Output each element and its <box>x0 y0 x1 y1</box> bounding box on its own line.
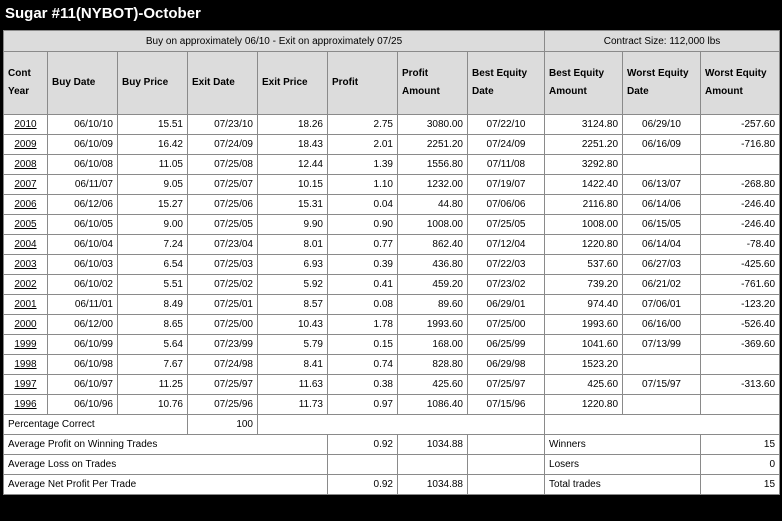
best-equity-amount-cell: 1523.20 <box>545 355 623 375</box>
column-header: Best Equity Date <box>468 52 545 115</box>
profit-cell: 2.75 <box>328 115 398 135</box>
cont-year-cell <box>4 235 48 255</box>
worst-equity-amount-cell: -526.40 <box>701 315 780 335</box>
worst-equity-date-cell: 06/29/10 <box>623 115 701 135</box>
best-equity-date-cell: 07/19/07 <box>468 175 545 195</box>
year-link[interactable]: 2001 <box>14 299 37 310</box>
empty-cell <box>545 415 780 435</box>
best-equity-date-cell: 07/22/03 <box>468 255 545 275</box>
best-equity-amount-cell: 1220.80 <box>545 235 623 255</box>
table-row <box>4 275 780 295</box>
worst-equity-amount-cell: -761.60 <box>701 275 780 295</box>
exit-price-cell: 18.26 <box>258 115 328 135</box>
worst-equity-amount-cell: -716.80 <box>701 135 780 155</box>
avg-net-profit: 0.92 <box>328 475 398 495</box>
percentage-correct-value: 100 <box>188 415 258 435</box>
buy-date-cell: 06/10/96 <box>48 395 118 415</box>
column-header: Buy Price <box>118 52 188 115</box>
worst-equity-amount-cell: -257.60 <box>701 115 780 135</box>
exit-date-cell: 07/25/07 <box>188 175 258 195</box>
summary-row-avg-net <box>4 475 780 495</box>
trade-window-text: Buy on approximately 06/10 - Exit on approximately 07/25 <box>4 31 545 52</box>
table-row <box>4 115 780 135</box>
exit-price-cell: 11.63 <box>258 375 328 395</box>
profit-cell: 0.74 <box>328 355 398 375</box>
exit-price-cell: 10.15 <box>258 175 328 195</box>
best-equity-amount-cell: 739.20 <box>545 275 623 295</box>
best-equity-amount-cell: 3124.80 <box>545 115 623 135</box>
exit-date-cell: 07/25/06 <box>188 195 258 215</box>
best-equity-date-cell: 07/25/05 <box>468 215 545 235</box>
profit-amount-cell: 1008.00 <box>398 215 468 235</box>
seasonal-trades-table <box>3 30 780 495</box>
best-equity-amount-cell: 1220.80 <box>545 395 623 415</box>
exit-price-cell: 11.73 <box>258 395 328 415</box>
empty-cell <box>328 455 398 475</box>
table-row <box>4 175 780 195</box>
summary-row-avg-win <box>4 435 780 455</box>
exit-date-cell: 07/25/03 <box>188 255 258 275</box>
worst-equity-amount-cell <box>701 155 780 175</box>
table-row <box>4 395 780 415</box>
column-header: Best Equity Amount <box>545 52 623 115</box>
profit-cell: 0.97 <box>328 395 398 415</box>
cont-year-cell <box>4 195 48 215</box>
contract-size-text: Contract Size: 112,000 lbs <box>545 31 780 52</box>
exit-date-cell: 07/25/08 <box>188 155 258 175</box>
profit-amount-cell: 89.60 <box>398 295 468 315</box>
exit-date-cell: 07/23/10 <box>188 115 258 135</box>
profit-cell: 1.78 <box>328 315 398 335</box>
buy-price-cell: 6.54 <box>118 255 188 275</box>
best-equity-amount-cell: 425.60 <box>545 375 623 395</box>
buy-price-cell: 9.05 <box>118 175 188 195</box>
losers-label: Losers <box>545 455 701 475</box>
cont-year-cell <box>4 295 48 315</box>
year-link[interactable]: 1997 <box>14 379 37 390</box>
worst-equity-amount-cell <box>701 355 780 375</box>
best-equity-amount-cell: 1993.60 <box>545 315 623 335</box>
page-title: Sugar #11(NYBOT)-October <box>5 5 201 22</box>
exit-date-cell: 07/25/97 <box>188 375 258 395</box>
exit-date-cell: 07/25/05 <box>188 215 258 235</box>
buy-date-cell: 06/10/98 <box>48 355 118 375</box>
year-link[interactable]: 2010 <box>14 119 37 130</box>
table-row <box>4 155 780 175</box>
table-row <box>4 195 780 215</box>
table-row <box>4 375 780 395</box>
cont-year-cell <box>4 115 48 135</box>
exit-price-cell: 8.57 <box>258 295 328 315</box>
buy-price-cell: 10.76 <box>118 395 188 415</box>
best-equity-date-cell: 07/24/09 <box>468 135 545 155</box>
worst-equity-amount-cell: -369.60 <box>701 335 780 355</box>
avg-net-label: Average Net Profit Per Trade <box>4 475 328 495</box>
winners-label: Winners <box>545 435 701 455</box>
best-equity-amount-cell: 974.40 <box>545 295 623 315</box>
profit-amount-cell: 2251.20 <box>398 135 468 155</box>
column-header: Cont Year <box>4 52 48 115</box>
best-equity-date-cell: 07/23/02 <box>468 275 545 295</box>
worst-equity-date-cell: 06/16/09 <box>623 135 701 155</box>
table-row <box>4 255 780 275</box>
buy-date-cell: 06/10/02 <box>48 275 118 295</box>
worst-equity-amount-cell <box>701 395 780 415</box>
profit-amount-cell: 425.60 <box>398 375 468 395</box>
profit-amount-cell: 1993.60 <box>398 315 468 335</box>
worst-equity-amount-cell: -425.60 <box>701 255 780 275</box>
worst-equity-date-cell: 06/21/02 <box>623 275 701 295</box>
worst-equity-date-cell: 06/16/00 <box>623 315 701 335</box>
year-link[interactable]: 2007 <box>14 179 37 190</box>
column-header: Worst Equity Amount <box>701 52 780 115</box>
best-equity-date-cell: 07/12/04 <box>468 235 545 255</box>
exit-price-cell: 8.01 <box>258 235 328 255</box>
best-equity-date-cell: 06/29/01 <box>468 295 545 315</box>
worst-equity-date-cell: 06/15/05 <box>623 215 701 235</box>
profit-cell: 0.41 <box>328 275 398 295</box>
worst-equity-date-cell <box>623 395 701 415</box>
best-equity-amount-cell: 2116.80 <box>545 195 623 215</box>
empty-cell <box>468 435 545 455</box>
best-equity-date-cell: 06/25/99 <box>468 335 545 355</box>
buy-date-cell: 06/10/04 <box>48 235 118 255</box>
exit-date-cell: 07/25/01 <box>188 295 258 315</box>
buy-price-cell: 5.64 <box>118 335 188 355</box>
buy-date-cell: 06/10/10 <box>48 115 118 135</box>
profit-cell: 1.39 <box>328 155 398 175</box>
buy-price-cell: 11.25 <box>118 375 188 395</box>
exit-date-cell: 07/25/02 <box>188 275 258 295</box>
cont-year-cell <box>4 135 48 155</box>
profit-amount-cell: 1086.40 <box>398 395 468 415</box>
buy-date-cell: 06/10/97 <box>48 375 118 395</box>
cont-year-cell <box>4 335 48 355</box>
buy-price-cell: 11.05 <box>118 155 188 175</box>
table-row <box>4 235 780 255</box>
best-equity-date-cell: 07/11/08 <box>468 155 545 175</box>
profit-amount-cell: 1556.80 <box>398 155 468 175</box>
profit-amount-cell: 436.80 <box>398 255 468 275</box>
best-equity-date-cell: 07/06/06 <box>468 195 545 215</box>
buy-date-cell: 06/11/01 <box>48 295 118 315</box>
cont-year-cell <box>4 275 48 295</box>
exit-price-cell: 10.43 <box>258 315 328 335</box>
year-link[interactable]: 2004 <box>14 239 37 250</box>
avg-loss-label: Average Loss on Trades <box>4 455 328 475</box>
table-row <box>4 355 780 375</box>
year-link[interactable]: 1996 <box>14 399 37 410</box>
exit-date-cell: 07/25/00 <box>188 315 258 335</box>
exit-date-cell: 07/25/96 <box>188 395 258 415</box>
worst-equity-date-cell: 06/27/03 <box>623 255 701 275</box>
best-equity-amount-cell: 1041.60 <box>545 335 623 355</box>
exit-date-cell: 07/23/99 <box>188 335 258 355</box>
buy-price-cell: 7.24 <box>118 235 188 255</box>
worst-equity-amount-cell: -123.20 <box>701 295 780 315</box>
best-equity-amount-cell: 2251.20 <box>545 135 623 155</box>
best-equity-amount-cell: 537.60 <box>545 255 623 275</box>
worst-equity-date-cell: 07/13/99 <box>623 335 701 355</box>
table-row <box>4 215 780 235</box>
buy-price-cell: 8.65 <box>118 315 188 335</box>
profit-amount-cell: 44.80 <box>398 195 468 215</box>
buy-date-cell: 06/10/03 <box>48 255 118 275</box>
profit-cell: 0.90 <box>328 215 398 235</box>
best-equity-amount-cell: 1422.40 <box>545 175 623 195</box>
exit-price-cell: 8.41 <box>258 355 328 375</box>
profit-amount-cell: 828.80 <box>398 355 468 375</box>
worst-equity-amount-cell: -246.40 <box>701 215 780 235</box>
buy-date-cell: 06/10/08 <box>48 155 118 175</box>
empty-cell <box>398 455 468 475</box>
profit-cell: 2.01 <box>328 135 398 155</box>
worst-equity-amount-cell: -246.40 <box>701 195 780 215</box>
column-header: Profit Amount <box>398 52 468 115</box>
year-link[interactable]: 2009 <box>14 139 37 150</box>
worst-equity-date-cell: 06/13/07 <box>623 175 701 195</box>
worst-equity-amount-cell: -313.60 <box>701 375 780 395</box>
column-header: Profit <box>328 52 398 115</box>
total-trades-label: Total trades <box>545 475 701 495</box>
empty-cell <box>468 475 545 495</box>
best-equity-date-cell: 07/25/00 <box>468 315 545 335</box>
avg-win-profit: 0.92 <box>328 435 398 455</box>
profit-amount-cell: 1232.00 <box>398 175 468 195</box>
best-equity-date-cell: 07/15/96 <box>468 395 545 415</box>
year-link[interactable]: 1999 <box>14 339 37 350</box>
exit-price-cell: 6.93 <box>258 255 328 275</box>
year-link[interactable]: 2003 <box>14 259 37 270</box>
worst-equity-date-cell: 07/15/97 <box>623 375 701 395</box>
summary-row-pct <box>4 415 780 435</box>
profit-cell: 0.04 <box>328 195 398 215</box>
buy-price-cell: 15.27 <box>118 195 188 215</box>
year-link[interactable]: 1998 <box>14 359 37 370</box>
buy-date-cell: 06/10/99 <box>48 335 118 355</box>
exit-price-cell: 15.31 <box>258 195 328 215</box>
buy-price-cell: 5.51 <box>118 275 188 295</box>
worst-equity-date-cell: 06/14/04 <box>623 235 701 255</box>
best-equity-date-cell: 07/25/97 <box>468 375 545 395</box>
buy-price-cell: 9.00 <box>118 215 188 235</box>
best-equity-date-cell: 07/22/10 <box>468 115 545 135</box>
empty-cell <box>258 415 545 435</box>
best-equity-date-cell: 06/29/98 <box>468 355 545 375</box>
winners-value: 15 <box>701 435 780 455</box>
buy-date-cell: 06/12/06 <box>48 195 118 215</box>
cont-year-cell <box>4 315 48 335</box>
exit-price-cell: 5.79 <box>258 335 328 355</box>
profit-cell: 1.10 <box>328 175 398 195</box>
year-link[interactable]: 2002 <box>14 279 37 290</box>
exit-price-cell: 9.90 <box>258 215 328 235</box>
empty-cell <box>468 455 545 475</box>
profit-cell: 0.38 <box>328 375 398 395</box>
banner-row <box>4 31 780 52</box>
buy-date-cell: 06/10/09 <box>48 135 118 155</box>
best-equity-amount-cell: 3292.80 <box>545 155 623 175</box>
column-header: Worst Equity Date <box>623 52 701 115</box>
table-row <box>4 135 780 155</box>
profit-cell: 0.39 <box>328 255 398 275</box>
summary-row-avg-loss <box>4 455 780 475</box>
profit-cell: 0.77 <box>328 235 398 255</box>
exit-date-cell: 07/24/98 <box>188 355 258 375</box>
losers-value: 0 <box>701 455 780 475</box>
buy-price-cell: 15.51 <box>118 115 188 135</box>
cont-year-cell <box>4 175 48 195</box>
best-equity-amount-cell: 1008.00 <box>545 215 623 235</box>
profit-cell: 0.08 <box>328 295 398 315</box>
avg-win-label: Average Profit on Winning Trades <box>4 435 328 455</box>
worst-equity-date-cell: 06/14/06 <box>623 195 701 215</box>
buy-date-cell: 06/11/07 <box>48 175 118 195</box>
year-link[interactable]: 2000 <box>14 319 37 330</box>
table-row <box>4 315 780 335</box>
worst-equity-date-cell: 07/06/01 <box>623 295 701 315</box>
buy-date-cell: 06/10/05 <box>48 215 118 235</box>
exit-date-cell: 07/23/04 <box>188 235 258 255</box>
table-row <box>4 335 780 355</box>
buy-price-cell: 7.67 <box>118 355 188 375</box>
total-trades-value: 15 <box>701 475 780 495</box>
year-link[interactable]: 2006 <box>14 199 37 210</box>
cont-year-cell <box>4 355 48 375</box>
header-row <box>4 52 780 115</box>
cont-year-cell <box>4 375 48 395</box>
buy-price-cell: 8.49 <box>118 295 188 315</box>
table-row <box>4 295 780 315</box>
worst-equity-amount-cell: -78.40 <box>701 235 780 255</box>
column-header: Exit Date <box>188 52 258 115</box>
cont-year-cell <box>4 395 48 415</box>
percentage-correct-label: Percentage Correct <box>4 415 188 435</box>
profit-amount-cell: 862.40 <box>398 235 468 255</box>
avg-net-amount: 1034.88 <box>398 475 468 495</box>
exit-price-cell: 5.92 <box>258 275 328 295</box>
worst-equity-date-cell <box>623 355 701 375</box>
year-link[interactable]: 2008 <box>14 159 37 170</box>
profit-amount-cell: 459.20 <box>398 275 468 295</box>
cont-year-cell <box>4 255 48 275</box>
year-link[interactable]: 2005 <box>14 219 37 230</box>
exit-price-cell: 12.44 <box>258 155 328 175</box>
worst-equity-amount-cell: -268.80 <box>701 175 780 195</box>
buy-price-cell: 16.42 <box>118 135 188 155</box>
cont-year-cell <box>4 215 48 235</box>
exit-price-cell: 18.43 <box>258 135 328 155</box>
avg-win-amount: 1034.88 <box>398 435 468 455</box>
profit-amount-cell: 168.00 <box>398 335 468 355</box>
buy-date-cell: 06/12/00 <box>48 315 118 335</box>
worst-equity-date-cell <box>623 155 701 175</box>
cont-year-cell <box>4 155 48 175</box>
profit-cell: 0.15 <box>328 335 398 355</box>
profit-amount-cell: 3080.00 <box>398 115 468 135</box>
column-header: Exit Price <box>258 52 328 115</box>
exit-date-cell: 07/24/09 <box>188 135 258 155</box>
column-header: Buy Date <box>48 52 118 115</box>
